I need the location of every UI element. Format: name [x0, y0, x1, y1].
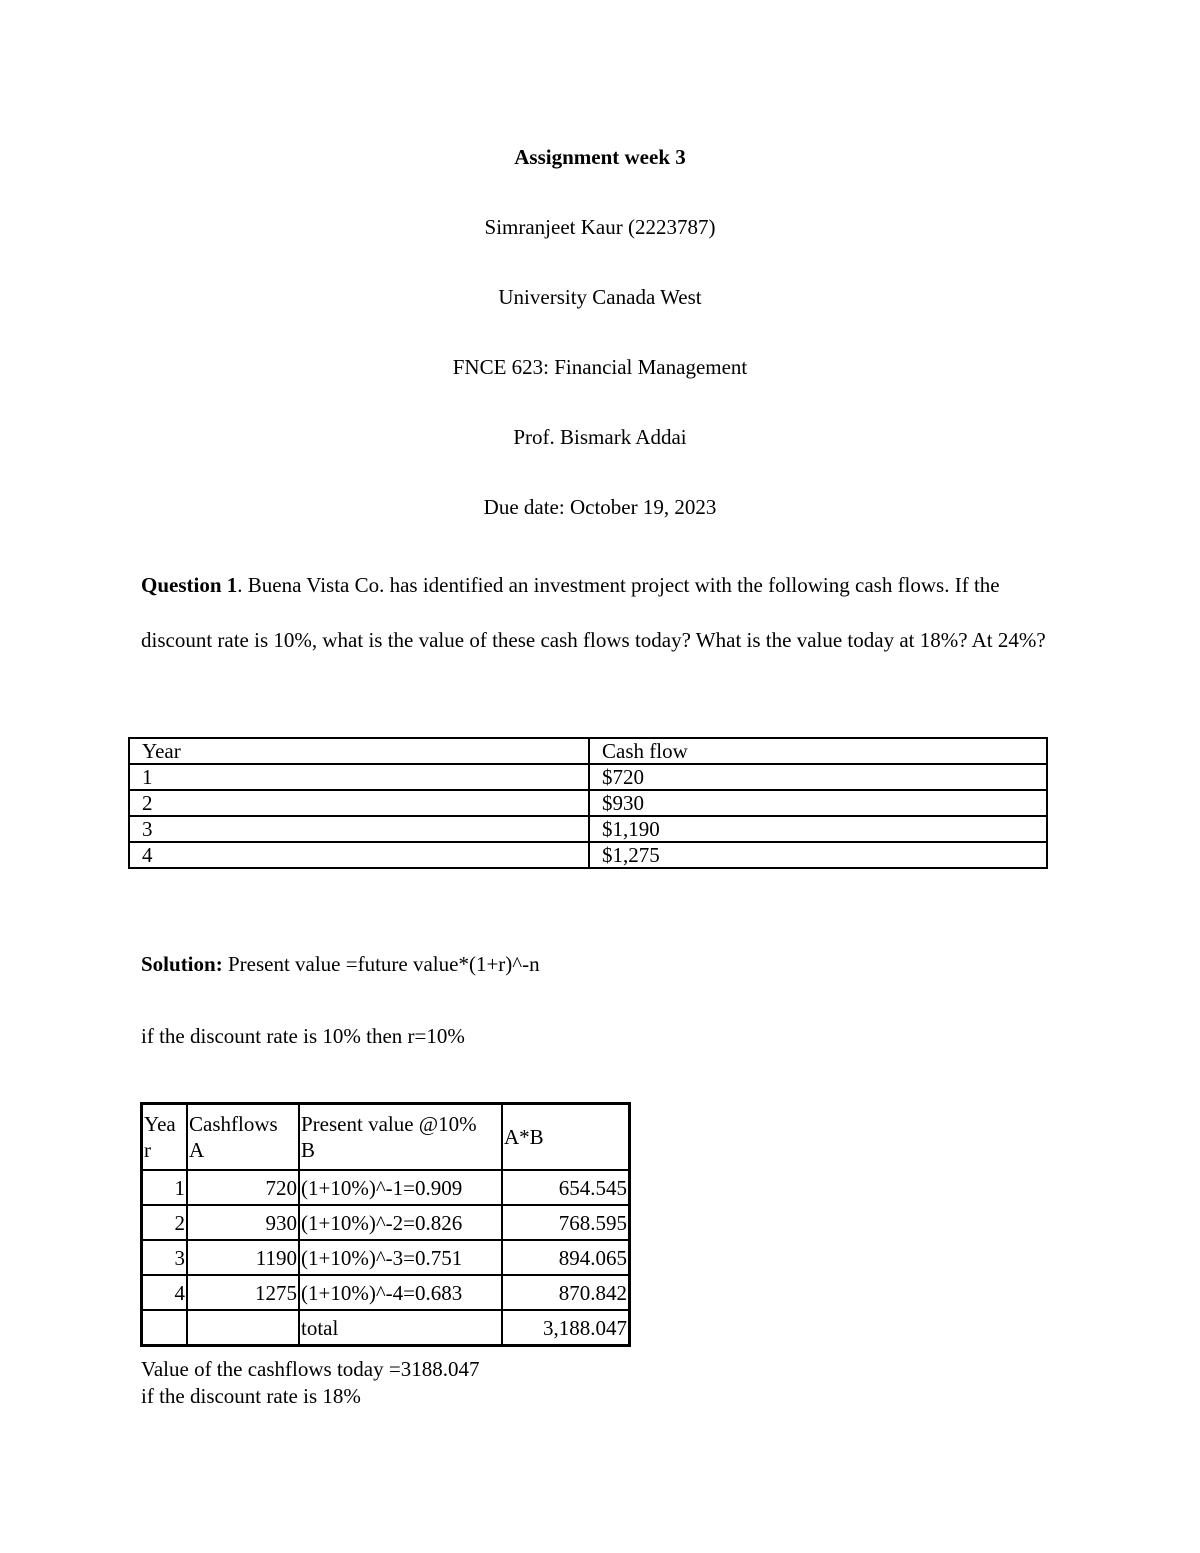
table-cell: 1275 [187, 1275, 299, 1310]
table-cell: 1 [129, 764, 589, 790]
discount-18-text: if the discount rate is 18% [141, 1384, 361, 1408]
cashflow-header-line1: Cashflows [189, 1112, 278, 1136]
table-cell: (1+10%)^-4=0.683 [299, 1275, 502, 1310]
cashflow-header-line2: A [189, 1138, 205, 1162]
table-cell: 1 [142, 1170, 188, 1205]
table-header-cell: Cash flow [589, 738, 1047, 764]
pv-header-line1: Present value @10% [301, 1112, 477, 1136]
conclusion-block [141, 1356, 479, 1410]
course-name: FNCE 623: Financial Management [452, 355, 748, 379]
table-cell: 768.595 [502, 1205, 630, 1240]
product-header-cell: A*B [502, 1104, 630, 1171]
institution-name: University Canada West [498, 285, 702, 309]
cashflow-table [128, 737, 1048, 869]
year-header-cell [142, 1104, 188, 1171]
table-cell: 720 [187, 1170, 299, 1205]
pv-header-cell [299, 1104, 502, 1171]
question-1-label: Question 1 [141, 573, 238, 597]
table-cell: 1190 [187, 1240, 299, 1275]
table-cell: $930 [589, 790, 1047, 816]
pv-table-total-row [142, 1310, 630, 1346]
solution-label: Solution: [141, 952, 223, 976]
table-cell-empty [187, 1310, 299, 1346]
pv-table-header-row [142, 1104, 630, 1171]
table-cell: 4 [142, 1275, 188, 1310]
table-row [142, 1205, 630, 1240]
total-value-cell: 3,188.047 [502, 1310, 630, 1346]
table-cell: 654.545 [502, 1170, 630, 1205]
table-header-cell: Year [129, 738, 589, 764]
table-cell: 870.842 [502, 1275, 630, 1310]
table-cell: (1+10%)^-3=0.751 [299, 1240, 502, 1275]
table-cell: $720 [589, 764, 1047, 790]
table-cell: 2 [129, 790, 589, 816]
assignment-title: Assignment week 3 [514, 145, 686, 169]
table-cell: (1+10%)^-1=0.909 [299, 1170, 502, 1205]
table-row [129, 816, 1047, 842]
table-cell: (1+10%)^-2=0.826 [299, 1205, 502, 1240]
cashflow-table-header-row [129, 738, 1047, 764]
table-cell: 930 [187, 1205, 299, 1240]
due-date: Due date: October 19, 2023 [483, 495, 717, 519]
table-row [129, 764, 1047, 790]
year-header-line2: r [144, 1138, 151, 1162]
table-row [129, 842, 1047, 868]
table-cell: 4 [129, 842, 589, 868]
table-cell: $1,275 [589, 842, 1047, 868]
solution-formula: Present value =future value*(1+r)^-n [222, 952, 540, 976]
value-today-text: Value of the cashflows today =3188.047 [141, 1357, 480, 1381]
pv-header-line2: B [301, 1138, 316, 1162]
title-block [0, 140, 1200, 560]
year-header-line1: Yea [144, 1112, 176, 1136]
present-value-table [140, 1102, 631, 1347]
question-1-paragraph [141, 558, 1061, 667]
cashflow-header-cell [187, 1104, 299, 1171]
table-row [142, 1275, 630, 1310]
table-cell: 3 [129, 816, 589, 842]
discount-10-text: if the discount rate is 10% then r=10% [141, 1024, 465, 1048]
table-cell: 894.065 [502, 1240, 630, 1275]
author-name: Simranjeet Kaur (2223787) [484, 215, 716, 239]
table-cell: 2 [142, 1205, 188, 1240]
total-label-cell: total [299, 1310, 502, 1346]
table-row [142, 1240, 630, 1275]
question-1-text: . Buena Vista Co. has identified an investment project with the following cash flows. If the discount rate is 10%, what is the value of these cash flows today? What is the value today at 18%? At 24%? [141, 573, 1046, 652]
table-cell: $1,190 [589, 816, 1047, 842]
table-row [142, 1170, 630, 1205]
table-row [129, 790, 1047, 816]
table-cell: 3 [142, 1240, 188, 1275]
solution-line [141, 948, 540, 980]
professor-name: Prof. Bismark Addai [513, 425, 687, 449]
table-cell-empty [142, 1310, 188, 1346]
